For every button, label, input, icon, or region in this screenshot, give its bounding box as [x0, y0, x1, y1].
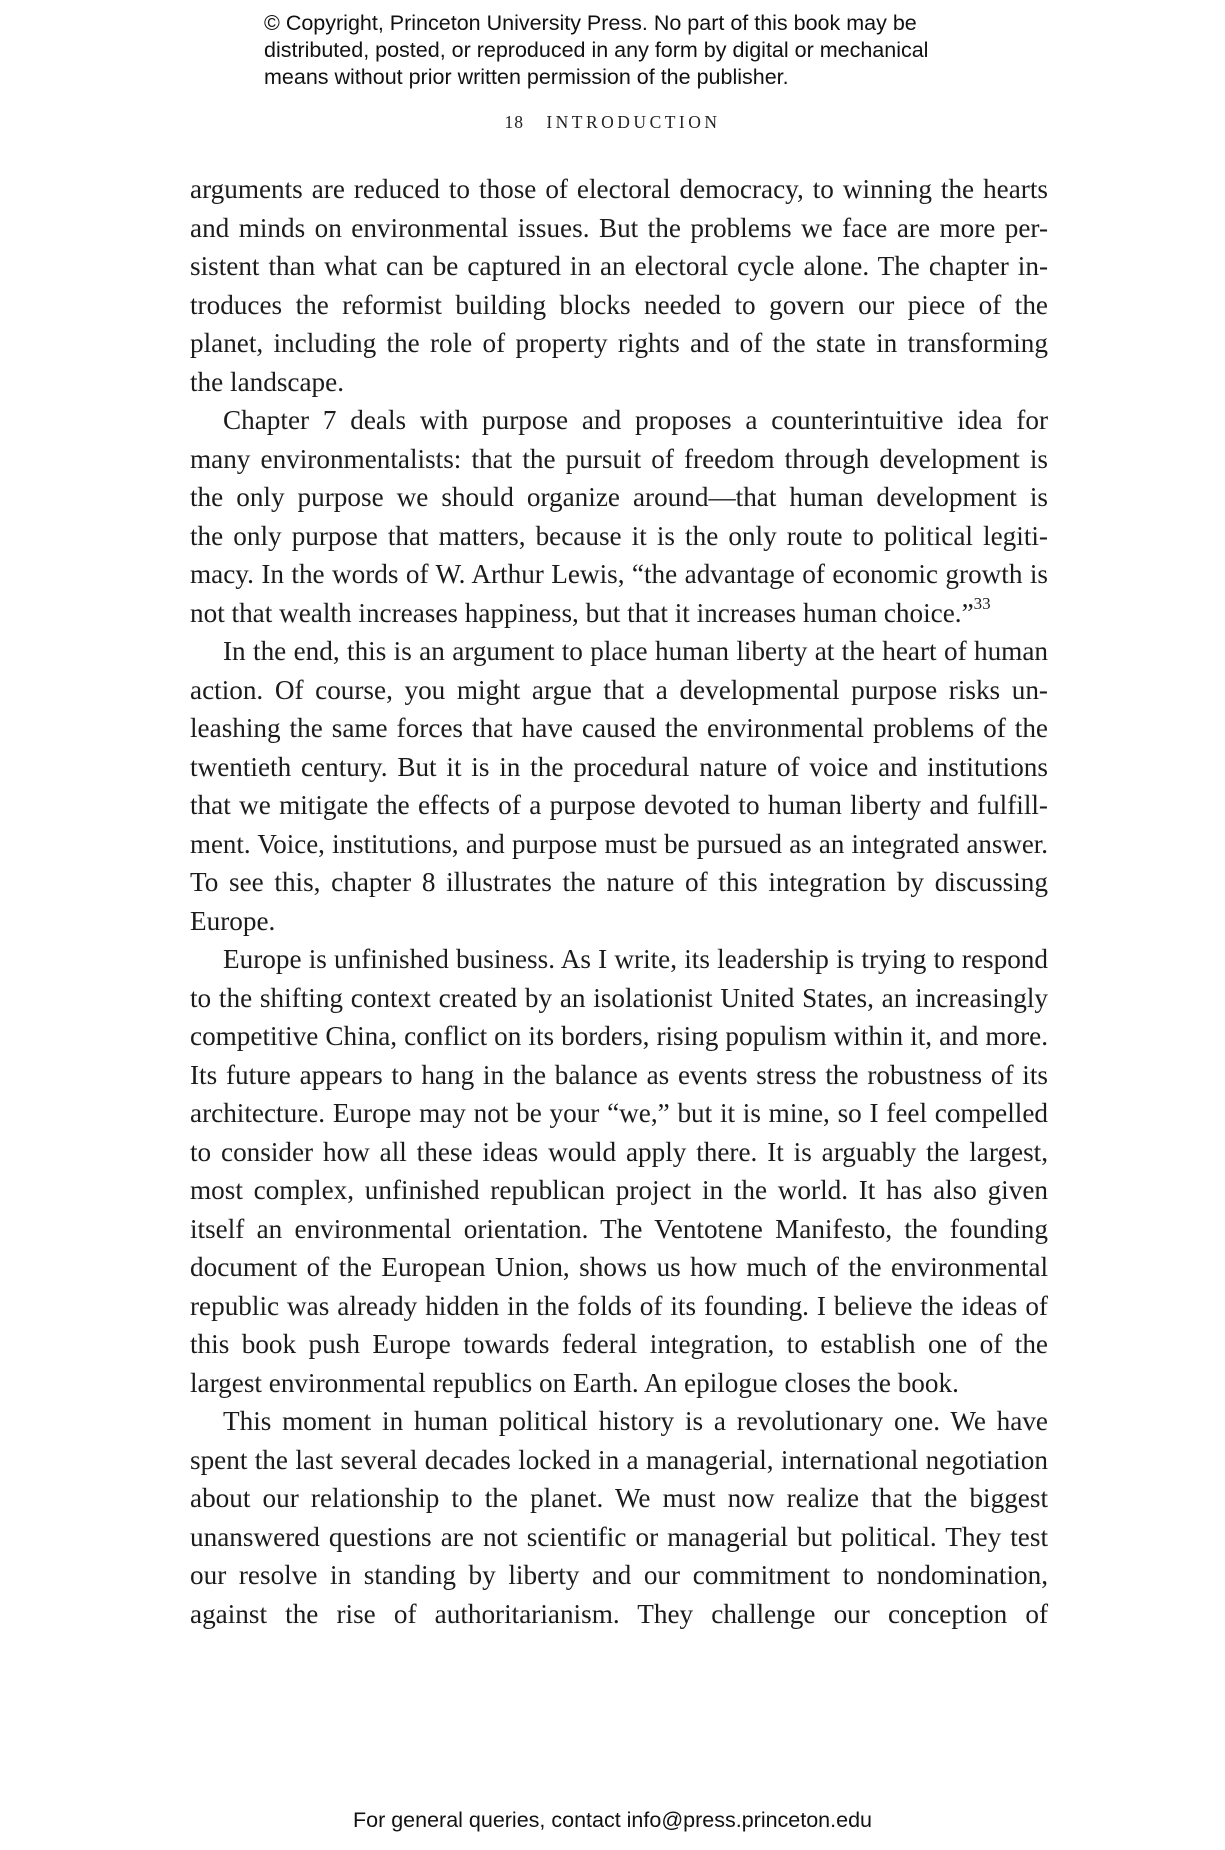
text-line: that we mitigate the effects of a purpose devoted to human liberty and fulfill-	[190, 790, 1048, 820]
text-line: action. Of course, you might argue that a developmental purpose risks un-	[190, 674, 1048, 705]
paragraph	[190, 940, 1048, 1402]
text-line: Europe is unfinished business. As I write, its leadership is trying to respond	[223, 944, 1048, 974]
text-line-with-footnote	[190, 594, 1048, 633]
text-line: the only purpose we should organize around—that human development is	[190, 482, 1048, 512]
copyright-notice	[264, 10, 984, 91]
text-line: twentieth century. But it is in the procedural nature of voice and institutions	[190, 751, 1048, 782]
text-line: most complex, unfinished republican project in the world. It has also given	[190, 1175, 1048, 1205]
running-head	[0, 112, 1225, 133]
text-line: our resolve in standing by liberty and our commitment to nondomination,	[190, 1560, 1048, 1590]
text-line: Its future appears to hang in the balance as events stress the robustness of its	[190, 1059, 1048, 1090]
copyright-line: distributed, posted, or reproduced in any form by digital or mechanical	[264, 38, 929, 62]
text-line: troduces the reformist building blocks needed to govern our piece of the	[190, 289, 1048, 320]
text-line: ment. Voice, institutions, and purpose must be pursued as an integrated answer.	[190, 828, 1048, 859]
text-line: arguments are reduced to those of electoral democracy, to winning the hearts	[190, 174, 1048, 204]
footer-contact: For general queries, contact info@press.princeton.edu	[352, 1808, 872, 1832]
chapter-title: INTRODUCTION	[546, 112, 721, 132]
text-line: architecture. Europe may not be your “we,” but it is mine, so I feel compelled	[190, 1098, 1048, 1128]
text-line: competitive China, conflict on its borders, rising populism within it, and more.	[190, 1021, 1048, 1051]
text-line: the only purpose that matters, because it is the only route to political legiti-	[190, 520, 1048, 551]
text-line: against the rise of authoritarianism. They challenge our conception of	[190, 1598, 1048, 1629]
paragraph	[190, 632, 1048, 940]
text-line: to the shifting context created by an isolationist United States, an increasingly	[190, 982, 1048, 1013]
text-line: unanswered questions are not scientific or managerial but political. They test	[190, 1521, 1048, 1552]
copyright-line: © Copyright, Princeton University Press. No part of this book may be	[264, 11, 917, 35]
text-line: In the end, this is an argument to place human liberty at the heart of human	[223, 636, 1048, 666]
text-line: This moment in human political history is a revolutionary one. We have	[223, 1406, 1048, 1436]
paragraph	[190, 401, 1048, 632]
text-line: macy. In the words of W. Arthur Lewis, “the advantage of economic growth is	[190, 559, 1048, 589]
page-number: 18	[504, 112, 524, 132]
text-line: To see this, chapter 8 illustrates the nature of this integration by discussing	[190, 867, 1048, 897]
text-line: and minds on environmental issues. But the problems we face are more per-	[190, 212, 1048, 243]
text-line: many environmentalists: that the pursuit of freedom through development is	[190, 443, 1048, 474]
body-text	[190, 170, 1048, 1633]
text-line: this book push Europe towards federal integration, to establish one of the	[190, 1329, 1048, 1359]
text-line: planet, including the role of property rights and of the state in transforming	[190, 328, 1048, 358]
text-line: itself an environmental orientation. The Ventotene Manifesto, the founding	[190, 1213, 1048, 1244]
copyright-line: means without prior written permission of the publisher.	[264, 65, 789, 89]
text-line: document of the European Union, shows us how much of the environmental	[190, 1252, 1048, 1282]
text-line: Europe.	[190, 905, 276, 936]
text-line: republic was already hidden in the folds of its founding. I believe the ideas of	[190, 1290, 1048, 1321]
paragraph	[190, 170, 1048, 401]
footnote-reference[interactable]: 33	[973, 594, 991, 614]
text-line: about our relationship to the planet. We must now realize that the biggest	[190, 1483, 1048, 1513]
text-line: sistent than what can be captured in an electoral cycle alone. The chapter in-	[190, 251, 1048, 281]
text-line: the landscape.	[190, 366, 344, 397]
text-line: largest environmental republics on Earth. An epilogue closes the book.	[190, 1367, 959, 1398]
text-line: leashing the same forces that have caused the environmental problems of the	[190, 713, 1048, 743]
text-line: to consider how all these ideas would apply there. It is arguably the largest,	[190, 1136, 1048, 1167]
text-line: Chapter 7 deals with purpose and proposes a counterintuitive idea for	[223, 405, 1048, 435]
text-line: spent the last several decades locked in a managerial, international negotiation	[190, 1444, 1048, 1475]
paragraph	[190, 1402, 1048, 1633]
text-line: not that wealth increases happiness, but that it increases human choice.”	[190, 597, 974, 628]
